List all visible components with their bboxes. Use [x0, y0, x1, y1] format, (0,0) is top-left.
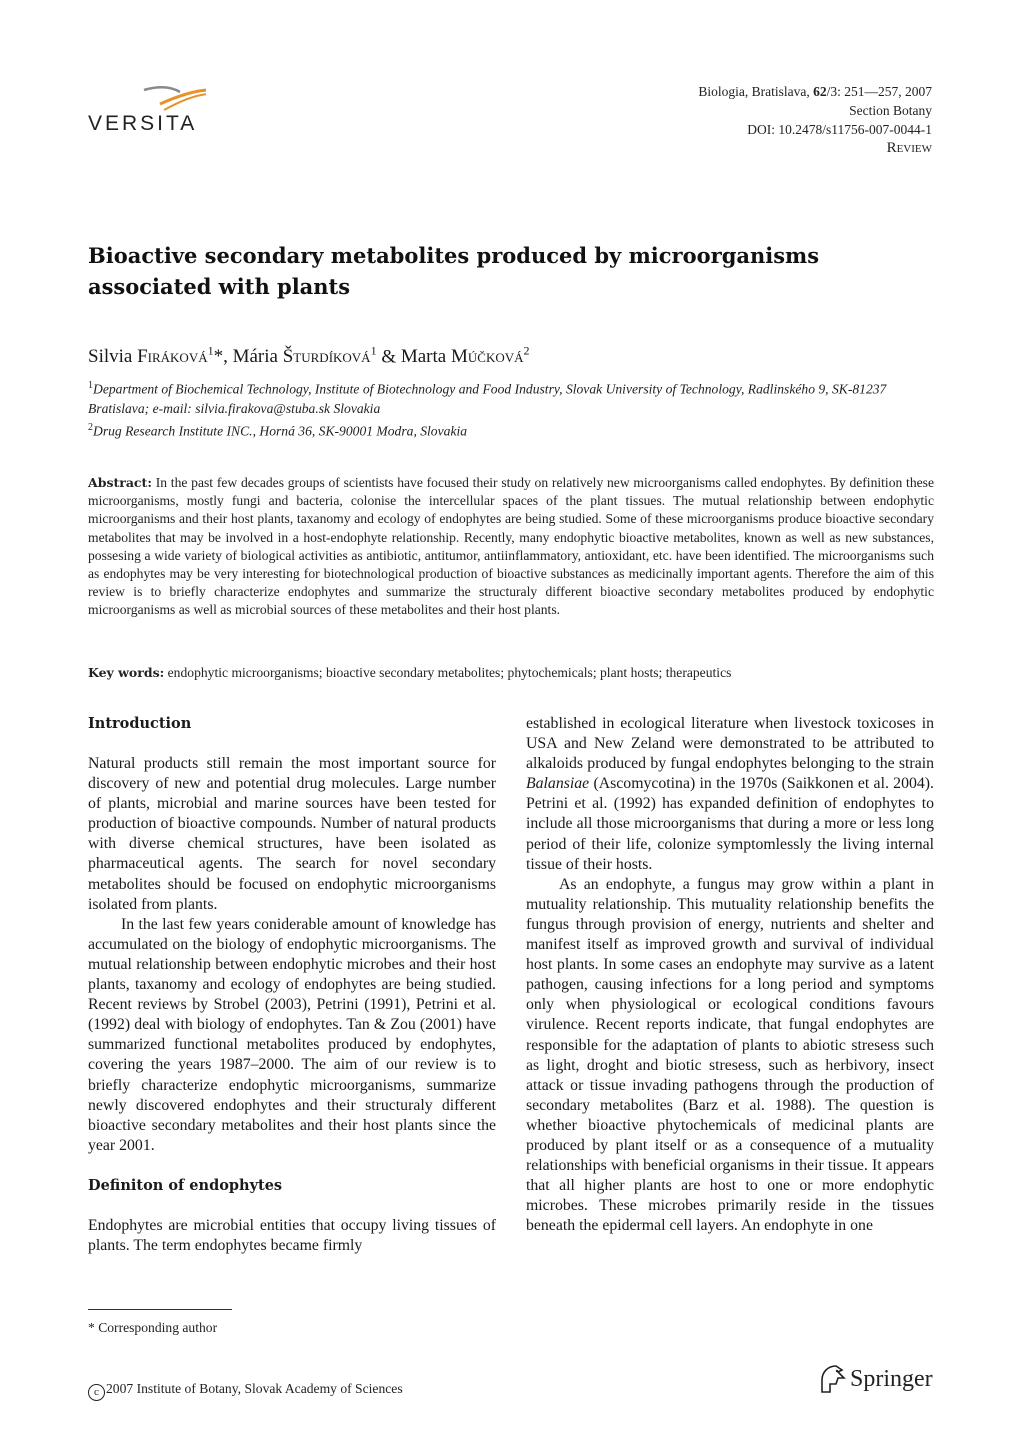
journal-issue-pages: /3: 251—257, 2007 — [826, 84, 932, 99]
publisher-name: VERSITA — [88, 112, 198, 135]
section-heading-introduction: Introduction — [88, 715, 192, 732]
journal-name: Biologia, Bratislava, — [698, 84, 810, 99]
taxon-name: Balansiae — [526, 775, 590, 793]
keywords — [88, 664, 934, 682]
author-2: Mária Šturdíková$^1$ — [232, 344, 377, 368]
keywords-text: endophytic microorganisms; bioactive secondary metabolites; phytochemicals; plant hosts; therapeutics — [167, 665, 732, 680]
abstract-text: In the past few decades groups of scientists have focused their study on relatively new microorganisms called endophytes. By definition these microorganisms, mostly fungi and bacteria, colonise the intercellular spaces of the plant tissues. The mutual relationship between endophytic microorganisms and their host plants, taxanomy and ecology of endophytes are being studied. Some of these microorganisms produce bioactive secondary metabolites that may be involved in a host-endophyte relationship. Recently, many endophytic bioactive metabolites, known as well as new substances, possesing a wide variety of biological activities as antibiotic, antitumor, antiinflammatory, antioxidant, etc. have been identified. The microorganisms such as endophytes may be very interesting for biotechnological production of bioactive substances as medicinally important agents. Therefore the aim of this review is to briefly characterize endophytes and summarize the structuraly different bioactive secondary metabolites produced by endophytic microorganisms as well as microbial sources of these metabolites and their host plants. — [88, 475, 934, 618]
doi-link[interactable]: DOI: 10.2478/s11756-007-0044-1 — [747, 122, 932, 137]
definition-paragraph-1: Endophytes are microbial entities that occupy living tissues of plants. The term endophytes became firmly — [88, 1216, 496, 1254]
copyright-notice — [88, 1381, 403, 1401]
versita-swoosh-icon — [88, 84, 206, 114]
copyright-icon: c — [88, 1384, 105, 1401]
journal-info — [698, 82, 932, 158]
springer-horse-icon — [818, 1362, 848, 1396]
author-1: Silvia Firáková$^1$*, — [88, 344, 228, 368]
journal-citation — [698, 82, 932, 101]
affiliation-1: $^1$Department of Biochemical Technology, Institute of Biotechnology and Food Industry, Slovak University of Technology, Radlinského 9, SK-81237 Bratislava; e-mail: silvia.firakova@stuba.sk Slovakia — [88, 380, 887, 416]
section-heading-definition: Definiton of endophytes — [88, 1176, 283, 1194]
author-3: Marta Múčková$^2$ — [400, 344, 530, 368]
springer-logo — [818, 1362, 936, 1398]
article-type: Review — [886, 140, 932, 156]
body-column-left — [88, 714, 496, 1256]
definition-paragraph-1-cont: established in ecological literature when livestock toxicoses in USA and New Zeland were demonstrated to be attributed to alkaloids produced by fungal endophytes belonging to the strain Balansiae (Ascomycotina) in the 1970s (Saikkonen et al. 2004). Petrini et al. (1992) has expanded definition of endophytes to include all those microorganisms that during a more or less long period of their life, colonize symptomlessly the living internal tissue of their hosts. — [526, 715, 934, 873]
affiliations — [88, 376, 934, 440]
versita-logo — [88, 84, 206, 136]
definition-paragraph-2: As an endophyte, a fungus may grow within a plant in mutuality relationship. This mutuality relationship benefits the fungus through provision of energy, nutrients and shelter and manifest itself as improved growth and survival of individual host plants. In some cases an endophyte may survive as a latent pathogen, causing infections for a long period and symptoms only when physiological or ecological conditions favours virulence. Recent reports indicate, that fungal endophytes are responsible for the adaptation of plants to abiotic stresess such as light, droght and biotic stresess, such as herbivory, insect attack or tissue invading pathogens through the production of secondary metabolites (Barz et al. 1988). The question is whether bioactive phytochemicals of medicinal plants are produced by plant itself or as a consequence of a mutuality relationships with beneficial organisms in their tissue. It appears that all higher plants are host to one or more endophytic microbes. These microbes primarily reside in the tissues beneath the epidermal cell layers. An endophyte in one — [526, 875, 934, 1235]
affiliation-2: $^2$Drug Research Institute INC., Horná 36, SK-90001 Modra, Slovakia — [88, 421, 468, 439]
article-title: Bioactive secondary metabolites produced by microorganisms associated with plants — [88, 243, 820, 299]
footnote-divider — [88, 1309, 232, 1310]
journal-section: Section Botany — [849, 103, 932, 118]
author-list — [88, 338, 928, 370]
intro-paragraph-2: In the last few years coniderable amount of knowledge has accumulated on the biology of endophytic microorganisms. The mutual relationship between endophytic microbes and their host plants, taxanomy and ecology of endophytes are being studied. Recent reviews by Strobel (2003), Petrini (1991), Petrini et al. (1992) deal with biology of endophytes. Tan & Zou (2001) have summarized functional metabolites produced by endophytes, covering the years 1987–2000. The aim of our review is to briefly characterize endophytic microorganisms, summarize newly discovered endophytes and their structuraly different bioactive secondary metabolites and their host plants since the year 2001. — [88, 915, 496, 1154]
body-column-right — [526, 714, 934, 1236]
keywords-label: Key words: — [88, 665, 165, 680]
copyright-text: 2007 Institute of Botany, Slovak Academy of Sciences — [106, 1381, 403, 1396]
journal-volume: 62 — [813, 84, 827, 99]
intro-paragraph-1: Natural products still remain the most important source for discovery of new and potential drug molecules. Large number of plants, microbial and marine sources have been tested for production of bioactive compounds. Number of natural products with diverse chemical structures, have been isolated as pharmaceutical agents. The search for novel secondary metabolites should be focused on endophytic microorganisms isolated from plants. — [88, 755, 496, 913]
footnote: * Corresponding author — [88, 1320, 218, 1335]
abstract-label: Abstract: — [88, 475, 152, 490]
abstract — [88, 474, 934, 620]
author-separator: & — [381, 346, 397, 368]
springer-wordmark: Springer — [850, 1366, 933, 1392]
